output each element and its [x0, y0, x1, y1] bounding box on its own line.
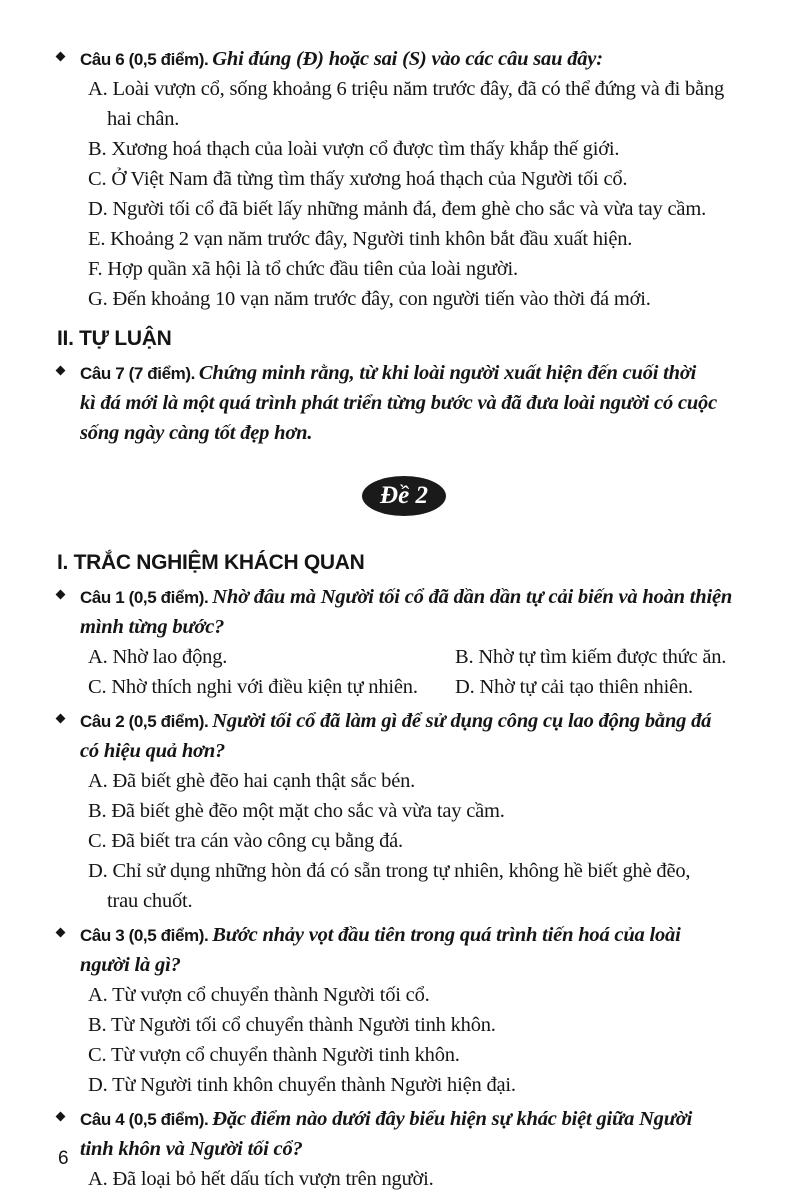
option-b: B. Đã biết ghè đẽo một mặt cho sắc và vừa tay cầm.	[88, 800, 505, 822]
page-number: 6	[58, 1148, 69, 1169]
section-heading-multiple-choice: I. TRẮC NGHIỆM KHÁCH QUAN	[57, 551, 365, 574]
question-prompt-cont: mình từng bước?	[80, 616, 225, 638]
section-heading-essay: II. TỰ LUẬN	[57, 327, 172, 350]
question-prompt: Đặc điểm nào dưới đây biểu hiện sự khác biệt giữa Người	[212, 1108, 693, 1130]
question-3	[0, 920, 805, 980]
question-prompt: Chứng minh rằng, từ khi loài người xuất hiện đến cuối thời	[198, 362, 697, 384]
diamond-bullet-icon	[56, 590, 66, 600]
option-e: E. Khoảng 2 vạn năm trước đây, Người tinh khôn bắt đầu xuất hiện.	[88, 228, 633, 250]
option-d: D. Chỉ sử dụng những hòn đá có sẵn trong tự nhiên, không hề biết ghè đẽo,	[88, 860, 691, 882]
question-4	[0, 1104, 805, 1164]
option-b: B. Nhờ tự tìm kiếm được thức ăn.	[455, 646, 727, 668]
question-prompt-cont: có hiệu quả hơn?	[80, 740, 226, 762]
option-a: A. Từ vượn cổ chuyển thành Người tối cổ.	[88, 984, 430, 1006]
document-page	[0, 40, 805, 1194]
option-c: C. Ở Việt Nam đã từng tìm thấy xương hoá thạch của Người tối cổ.	[88, 168, 628, 190]
question-2	[0, 706, 805, 766]
question-prompt: Nhờ đâu mà Người tối cổ đã dần dần tự cải biến và hoàn thiện	[212, 586, 733, 608]
question-label: Câu 7 (7 điểm).	[80, 364, 195, 383]
question-6	[0, 44, 805, 74]
exam-number-badge: Đề 2	[362, 476, 446, 516]
option-g: G. Đến khoảng 10 vạn năm trước đây, con người tiến vào thời đá mới.	[88, 288, 651, 310]
option-a: A. Đã loại bỏ hết dấu tích vượn trên người.	[88, 1168, 434, 1190]
question-prompt-cont: người là gì?	[80, 954, 181, 976]
options-row	[0, 672, 805, 702]
option-d: D. Từ Người tinh khôn chuyển thành Người hiện đại.	[88, 1074, 516, 1096]
option-b: B. Từ Người tối cổ chuyển thành Người tinh khôn.	[88, 1014, 496, 1036]
option-a: A. Loài vượn cổ, sống khoảng 6 triệu năm trước đây, đã có thể đứng và đi bằng	[88, 78, 725, 100]
question-7	[0, 358, 805, 448]
option-c: C. Nhờ thích nghi với điều kiện tự nhiên.	[88, 676, 418, 698]
question-label: Câu 2 (0,5 điểm).	[80, 712, 209, 731]
exam-badge-area	[0, 458, 805, 538]
diamond-bullet-icon	[56, 714, 66, 724]
option-d: D. Người tối cổ đã biết lấy những mảnh đá, đem ghè cho sắc và vừa tay cầm.	[88, 198, 706, 220]
question-label: Câu 6 (0,5 điểm).	[80, 50, 209, 69]
question-prompt-cont: sống ngày càng tốt đẹp hơn.	[80, 422, 313, 444]
option-d: D. Nhờ tự cải tạo thiên nhiên.	[455, 676, 693, 698]
question-prompt-cont: tinh khôn và Người tối cổ?	[80, 1138, 303, 1160]
option-a: A. Đã biết ghè đẽo hai cạnh thật sắc bén.	[88, 770, 416, 792]
diamond-bullet-icon	[56, 928, 66, 938]
option-b: B. Xương hoá thạch của loài vượn cổ được tìm thấy khắp thế giới.	[88, 138, 620, 160]
option-d-cont: trau chuốt.	[107, 890, 193, 912]
question-label: Câu 4 (0,5 điểm).	[80, 1110, 209, 1129]
question-label: Câu 1 (0,5 điểm).	[80, 588, 209, 607]
question-1	[0, 582, 805, 642]
question-prompt: Người tối cổ đã làm gì để sử dụng công cụ lao động bằng đá	[212, 710, 712, 732]
option-a-cont: hai chân.	[107, 108, 180, 130]
option-c: C. Đã biết tra cán vào công cụ bằng đá.	[88, 830, 403, 852]
option-f: F. Hợp quần xã hội là tổ chức đầu tiên của loài người.	[88, 258, 518, 280]
diamond-bullet-icon	[56, 1112, 66, 1122]
question-prompt-cont: kì đá mới là một quá trình phát triển từng bước và đã đưa loài người có cuộc	[80, 392, 717, 414]
diamond-bullet-icon	[56, 366, 66, 376]
option-a: A. Nhờ lao động.	[88, 646, 228, 668]
option-c: C. Từ vượn cổ chuyển thành Người tinh khôn.	[88, 1044, 460, 1066]
question-label: Câu 3 (0,5 điểm).	[80, 926, 209, 945]
options-row	[0, 642, 805, 672]
question-prompt: Bước nhảy vọt đầu tiên trong quá trình tiến hoá của loài	[212, 924, 681, 946]
diamond-bullet-icon	[56, 52, 66, 62]
question-prompt: Ghi đúng (Đ) hoặc sai (S) vào các câu sau đây:	[212, 48, 603, 70]
